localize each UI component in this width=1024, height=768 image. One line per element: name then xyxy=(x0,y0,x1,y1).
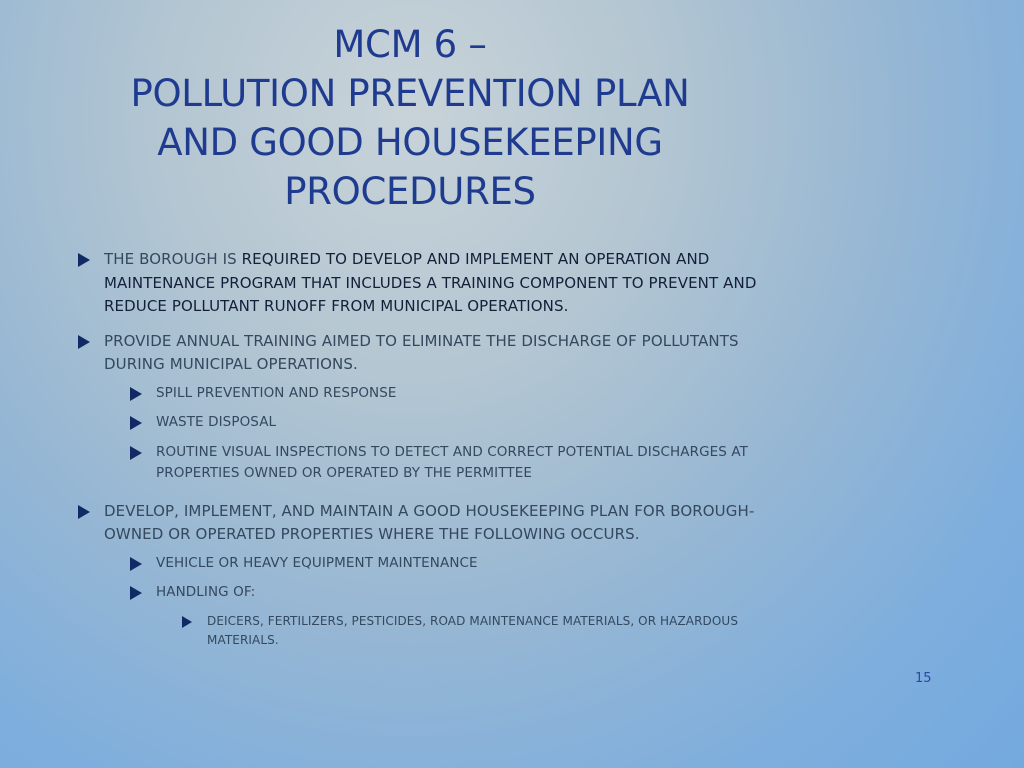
title-line: MCM 6 – xyxy=(333,23,487,66)
slide-content xyxy=(78,248,778,650)
sub-bullet-text: SPILL PREVENTION AND RESPONSE xyxy=(156,384,397,401)
bullet-housekeeping-plan xyxy=(78,500,778,547)
sub-sub-bullet-materials xyxy=(78,612,778,650)
bullet-lead-text: THE BOROUGH IS xyxy=(104,250,237,268)
title-line: PROCEDURES xyxy=(284,170,536,213)
sub-sub-bullet-text: DEICERS, FERTILIZERS, PESTICIDES, ROAD MAINTENANCE MATERIALS, OR HAZARDOUS MATERIALS. xyxy=(207,613,739,647)
triangle-right-icon xyxy=(182,616,192,628)
triangle-right-icon xyxy=(130,586,142,600)
sub-bullet-text: ROUTINE VISUAL INSPECTIONS TO DETECT AND CORRECT POTENTIAL DISCHARGES AT PROPERTIES OWNED OR OPERATED BY THE PERMITTEE xyxy=(156,443,749,481)
triangle-right-icon xyxy=(78,253,90,267)
bullet-text: DEVELOP, IMPLEMENT, AND MAINTAIN A GOOD HOUSEKEEPING PLAN FOR BOROUGH-OWNED OR OPERATED PROPERTIES WHERE THE FOLLOWING OCCURS. xyxy=(104,501,755,543)
title-line: AND GOOD HOUSEKEEPING xyxy=(157,121,663,164)
page-number: 15 xyxy=(915,671,932,686)
triangle-right-icon xyxy=(130,446,142,460)
sub-bullet-text: VEHICLE OR HEAVY EQUIPMENT MAINTENANCE xyxy=(156,554,478,571)
bullet-training-requirement xyxy=(78,248,778,319)
sub-bullet-visual-inspections xyxy=(78,442,778,485)
sub-bullet-handling-of xyxy=(78,582,778,604)
sub-bullet-spill-prevention xyxy=(78,383,778,405)
slide-title xyxy=(100,20,720,216)
bullet-emphasis-text: REQUIRED TO DEVELOP AND IMPLEMENT AN OPERATION AND MAINTENANCE PROGRAM THAT INCLUDES A TRAINING COMPONENT TO PREVENT AND REDUCE POLLUTANT RUNOFF FROM MUNICIPAL OPERATIONS. xyxy=(104,250,757,315)
sub-bullet-waste-disposal xyxy=(78,412,778,434)
bullet-text: PROVIDE ANNUAL TRAINING AIMED TO ELIMINATE THE DISCHARGE OF POLLUTANTS DURING MUNICIPAL OPERATIONS. xyxy=(104,331,739,373)
triangle-right-icon xyxy=(78,335,90,349)
bullet-annual-training xyxy=(78,330,778,377)
triangle-right-icon xyxy=(78,505,90,519)
triangle-right-icon xyxy=(130,387,142,401)
sub-bullet-text: WASTE DISPOSAL xyxy=(156,414,277,430)
triangle-right-icon xyxy=(130,557,142,571)
sub-bullet-text: HANDLING OF: xyxy=(156,584,256,600)
triangle-right-icon xyxy=(130,416,142,430)
title-line: POLLUTION PREVENTION PLAN xyxy=(130,72,690,115)
sub-bullet-vehicle-maintenance xyxy=(78,553,778,575)
